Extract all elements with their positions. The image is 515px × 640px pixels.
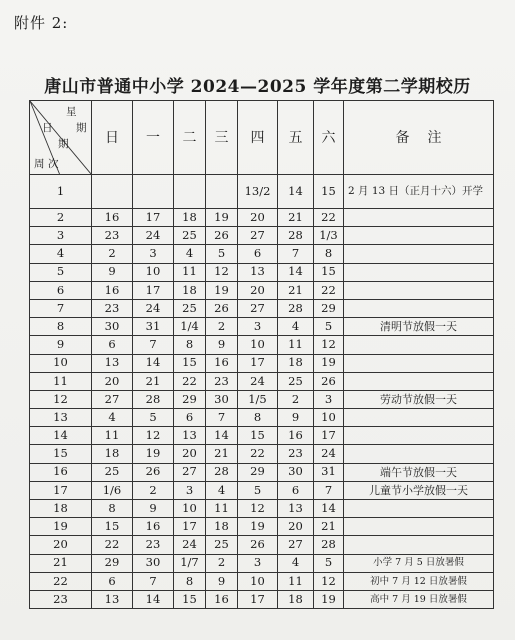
date-cell: 29 (92, 554, 133, 572)
table-row (30, 354, 494, 372)
date-cell: 2 (278, 390, 314, 408)
corner-label-qi: 期 (76, 122, 87, 134)
attachment-label: 附件 2: (14, 14, 69, 32)
date-cell: 31 (314, 463, 344, 481)
date-cell (133, 175, 174, 209)
date-cell: 25 (174, 299, 206, 317)
date-cell: 30 (278, 463, 314, 481)
date-cell: 29 (314, 299, 344, 317)
date-cell: 13 (278, 500, 314, 518)
date-cell: 8 (314, 245, 344, 263)
week-number-cell: 5 (30, 263, 92, 281)
date-cell: 11 (92, 427, 133, 445)
date-cell (92, 175, 133, 209)
table-row (30, 445, 494, 463)
note-cell (344, 299, 494, 317)
date-cell: 8 (174, 336, 206, 354)
table-row (30, 299, 494, 317)
week-number-cell: 15 (30, 445, 92, 463)
date-cell: 27 (238, 299, 278, 317)
date-cell: 12 (206, 263, 238, 281)
date-cell: 7 (133, 572, 174, 590)
week-number-cell: 11 (30, 372, 92, 390)
day-header-fri: 五 (278, 101, 314, 175)
date-cell: 30 (92, 318, 133, 336)
date-cell: 18 (278, 590, 314, 608)
date-cell: 4 (92, 409, 133, 427)
date-cell: 23 (206, 372, 238, 390)
day-header-mon: 一 (133, 101, 174, 175)
day-header-sat: 六 (314, 101, 344, 175)
date-cell: 12 (314, 572, 344, 590)
date-cell: 19 (314, 354, 344, 372)
table-row (30, 336, 494, 354)
date-cell: 1/7 (174, 554, 206, 572)
date-cell: 18 (174, 281, 206, 299)
note-cell (344, 427, 494, 445)
date-cell: 24 (314, 445, 344, 463)
week-number-cell: 6 (30, 281, 92, 299)
day-header-tue: 二 (174, 101, 206, 175)
date-cell: 19 (206, 209, 238, 227)
table-row (30, 572, 494, 590)
date-cell: 4 (174, 245, 206, 263)
date-cell: 8 (238, 409, 278, 427)
date-cell: 19 (238, 518, 278, 536)
date-cell: 14 (133, 590, 174, 608)
date-cell: 23 (92, 299, 133, 317)
table-row (30, 209, 494, 227)
date-cell: 4 (278, 554, 314, 572)
corner-header-cell (30, 101, 92, 175)
date-cell: 22 (314, 281, 344, 299)
table-row (30, 427, 494, 445)
date-cell: 17 (133, 281, 174, 299)
date-cell (206, 175, 238, 209)
table-row (30, 372, 494, 390)
date-cell: 13 (92, 354, 133, 372)
note-cell: 高中 7 月 19 日放暑假 (344, 590, 494, 608)
date-cell: 17 (133, 209, 174, 227)
date-cell: 12 (133, 427, 174, 445)
date-cell: 23 (92, 227, 133, 245)
note-cell (344, 209, 494, 227)
date-cell: 10 (238, 572, 278, 590)
date-cell: 20 (92, 372, 133, 390)
date-cell: 24 (174, 536, 206, 554)
date-cell: 16 (92, 281, 133, 299)
date-cell: 7 (278, 245, 314, 263)
date-cell: 18 (206, 518, 238, 536)
date-cell: 14 (133, 354, 174, 372)
note-cell (344, 372, 494, 390)
date-cell: 25 (206, 536, 238, 554)
table-row (30, 481, 494, 499)
date-cell: 26 (206, 227, 238, 245)
table-row (30, 318, 494, 336)
week-number-cell: 19 (30, 518, 92, 536)
date-cell: 16 (133, 518, 174, 536)
date-cell: 8 (174, 572, 206, 590)
date-cell: 10 (174, 500, 206, 518)
date-cell: 21 (278, 209, 314, 227)
date-cell: 26 (238, 536, 278, 554)
note-cell: 清明节放假一天 (344, 318, 494, 336)
date-cell: 13/2 (238, 175, 278, 209)
date-cell: 26 (314, 372, 344, 390)
corner-label-qi2: 期 (58, 138, 69, 150)
table-row (30, 175, 494, 209)
date-cell (174, 175, 206, 209)
table-row (30, 245, 494, 263)
note-cell (344, 227, 494, 245)
date-cell: 16 (206, 590, 238, 608)
week-number-cell: 21 (30, 554, 92, 572)
date-cell: 15 (174, 590, 206, 608)
date-cell: 13 (174, 427, 206, 445)
week-number-cell: 12 (30, 390, 92, 408)
date-cell: 16 (206, 354, 238, 372)
date-cell: 3 (238, 318, 278, 336)
date-cell: 16 (92, 209, 133, 227)
date-cell: 5 (206, 245, 238, 263)
date-cell: 2 (206, 554, 238, 572)
date-cell: 7 (314, 481, 344, 499)
date-cell: 15 (314, 263, 344, 281)
date-cell: 24 (133, 299, 174, 317)
week-number-cell: 7 (30, 299, 92, 317)
date-cell: 10 (314, 409, 344, 427)
note-cell: 端午节放假一天 (344, 463, 494, 481)
date-cell: 30 (133, 554, 174, 572)
date-cell: 21 (314, 518, 344, 536)
week-number-cell: 20 (30, 536, 92, 554)
table-row (30, 390, 494, 408)
note-cell (344, 245, 494, 263)
note-cell (344, 536, 494, 554)
date-cell: 16 (278, 427, 314, 445)
school-calendar-table (29, 100, 494, 609)
header-row (30, 101, 494, 175)
date-cell: 19 (133, 445, 174, 463)
date-cell: 4 (206, 481, 238, 499)
table-row (30, 409, 494, 427)
date-cell: 22 (92, 536, 133, 554)
date-cell: 1/5 (238, 390, 278, 408)
date-cell: 25 (278, 372, 314, 390)
note-cell: 2 月 13 日（正月十六）开学 (344, 175, 494, 209)
date-cell: 18 (92, 445, 133, 463)
date-cell: 3 (174, 481, 206, 499)
date-cell: 6 (174, 409, 206, 427)
date-cell: 1/4 (174, 318, 206, 336)
date-cell: 13 (92, 590, 133, 608)
date-cell: 3 (314, 390, 344, 408)
date-cell: 27 (238, 227, 278, 245)
table-row (30, 518, 494, 536)
date-cell: 21 (133, 372, 174, 390)
table-row (30, 281, 494, 299)
date-cell: 27 (174, 463, 206, 481)
date-cell: 15 (314, 175, 344, 209)
corner-label-ci: 次 (48, 158, 59, 170)
date-cell: 2 (206, 318, 238, 336)
week-number-cell: 14 (30, 427, 92, 445)
date-cell: 28 (278, 299, 314, 317)
note-cell: 劳动节放假一天 (344, 390, 494, 408)
date-cell: 27 (278, 536, 314, 554)
week-number-cell: 13 (30, 409, 92, 427)
note-cell (344, 500, 494, 518)
note-cell (344, 336, 494, 354)
date-cell: 17 (238, 590, 278, 608)
table-row (30, 263, 494, 281)
week-number-cell: 10 (30, 354, 92, 372)
date-cell: 22 (314, 209, 344, 227)
date-cell: 6 (278, 481, 314, 499)
corner-label-zhou: 周 (34, 158, 45, 170)
date-cell: 29 (174, 390, 206, 408)
week-number-cell: 18 (30, 500, 92, 518)
date-cell: 7 (133, 336, 174, 354)
table-row (30, 590, 494, 608)
table-row (30, 554, 494, 572)
week-number-cell: 8 (30, 318, 92, 336)
date-cell: 25 (92, 463, 133, 481)
week-number-cell: 23 (30, 590, 92, 608)
date-cell: 19 (314, 590, 344, 608)
note-cell (344, 409, 494, 427)
date-cell: 5 (238, 481, 278, 499)
date-cell: 22 (174, 372, 206, 390)
date-cell: 13 (238, 263, 278, 281)
date-cell: 1/6 (92, 481, 133, 499)
week-number-cell: 4 (30, 245, 92, 263)
date-cell: 17 (238, 354, 278, 372)
week-number-cell: 9 (30, 336, 92, 354)
date-cell: 14 (206, 427, 238, 445)
corner-label-xing: 星 (66, 106, 77, 118)
week-number-cell: 17 (30, 481, 92, 499)
date-cell: 7 (206, 409, 238, 427)
corner-label-ri: 日 (42, 122, 53, 134)
date-cell: 28 (206, 463, 238, 481)
date-cell: 24 (238, 372, 278, 390)
table-row (30, 500, 494, 518)
date-cell: 8 (92, 500, 133, 518)
week-number-cell: 2 (30, 209, 92, 227)
date-cell: 6 (92, 572, 133, 590)
date-cell: 24 (133, 227, 174, 245)
note-cell (344, 445, 494, 463)
day-header-thu: 四 (238, 101, 278, 175)
date-cell: 20 (278, 518, 314, 536)
date-cell: 22 (238, 445, 278, 463)
date-cell: 18 (174, 209, 206, 227)
date-cell: 17 (314, 427, 344, 445)
date-cell: 15 (238, 427, 278, 445)
date-cell: 28 (278, 227, 314, 245)
date-cell: 9 (92, 263, 133, 281)
date-cell: 18 (278, 354, 314, 372)
date-cell: 27 (92, 390, 133, 408)
date-cell: 1/3 (314, 227, 344, 245)
day-header-sun: 日 (92, 101, 133, 175)
date-cell: 15 (174, 354, 206, 372)
date-cell: 21 (278, 281, 314, 299)
date-cell: 11 (278, 336, 314, 354)
date-cell: 12 (238, 500, 278, 518)
day-header-wed: 三 (206, 101, 238, 175)
date-cell: 9 (278, 409, 314, 427)
date-cell: 5 (314, 554, 344, 572)
note-cell (344, 354, 494, 372)
notes-header: 备注 (344, 101, 494, 175)
date-cell: 23 (133, 536, 174, 554)
date-cell: 17 (174, 518, 206, 536)
date-cell: 11 (278, 572, 314, 590)
page-title: 唐山市普通中小学 2024—2025 学年度第二学期校历 (44, 77, 471, 97)
date-cell: 5 (314, 318, 344, 336)
date-cell: 9 (133, 500, 174, 518)
date-cell: 9 (206, 572, 238, 590)
date-cell: 20 (238, 209, 278, 227)
date-cell: 10 (238, 336, 278, 354)
date-cell: 6 (92, 336, 133, 354)
date-cell: 10 (133, 263, 174, 281)
date-cell: 26 (206, 299, 238, 317)
date-cell: 31 (133, 318, 174, 336)
date-cell: 26 (133, 463, 174, 481)
date-cell: 14 (314, 500, 344, 518)
date-cell: 19 (206, 281, 238, 299)
date-cell: 23 (278, 445, 314, 463)
week-number-cell: 16 (30, 463, 92, 481)
date-cell: 28 (133, 390, 174, 408)
date-cell: 3 (133, 245, 174, 263)
date-cell: 25 (174, 227, 206, 245)
date-cell: 20 (174, 445, 206, 463)
week-number-cell: 1 (30, 175, 92, 209)
note-cell (344, 263, 494, 281)
table-row (30, 536, 494, 554)
table-row (30, 227, 494, 245)
week-number-cell: 3 (30, 227, 92, 245)
date-cell: 29 (238, 463, 278, 481)
note-cell (344, 518, 494, 536)
date-cell: 30 (206, 390, 238, 408)
date-cell: 2 (133, 481, 174, 499)
date-cell: 9 (206, 336, 238, 354)
date-cell: 21 (206, 445, 238, 463)
date-cell: 3 (238, 554, 278, 572)
date-cell: 5 (133, 409, 174, 427)
date-cell: 28 (314, 536, 344, 554)
note-cell: 小学 7 月 5 日放暑假 (344, 554, 494, 572)
date-cell: 2 (92, 245, 133, 263)
date-cell: 4 (278, 318, 314, 336)
date-cell: 15 (92, 518, 133, 536)
note-cell: 初中 7 月 12 日放暑假 (344, 572, 494, 590)
date-cell: 14 (278, 263, 314, 281)
date-cell: 6 (238, 245, 278, 263)
date-cell: 14 (278, 175, 314, 209)
note-cell: 儿童节小学放假一天 (344, 481, 494, 499)
table-row (30, 463, 494, 481)
calendar-body (30, 175, 494, 609)
date-cell: 11 (174, 263, 206, 281)
date-cell: 20 (238, 281, 278, 299)
date-cell: 11 (206, 500, 238, 518)
week-number-cell: 22 (30, 572, 92, 590)
date-cell: 12 (314, 336, 344, 354)
note-cell (344, 281, 494, 299)
